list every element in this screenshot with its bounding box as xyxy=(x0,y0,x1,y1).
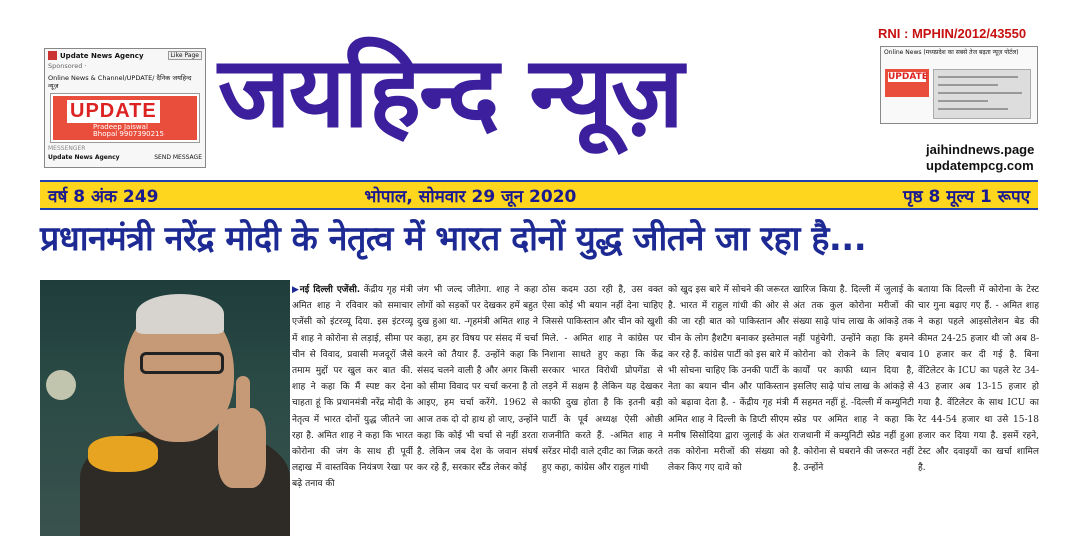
ad-right-update xyxy=(885,69,929,97)
ad-person xyxy=(93,124,164,138)
article-column-6 xyxy=(918,282,1039,536)
article-column-5 xyxy=(793,282,914,536)
article-text-5: खारिज किया है. दिल्ली में जुलाई के अंत तक कुल कोरोना मरीजों की संख्या साढ़े पांच लाख के आंकड़े तक नहीं पहुंचेगी. उन्होंने कहा कि हमने कोरोना को रोकने के लिए बचाव कार्यों पर काफी ध्यान दिया है, इसलिए साढ़े पांच लाख के आंकड़े से मैं सहमत नहीं हूं. -दिल्ली में कम्युनिटी स्प्रेड पर अमित शाह ने कहा कि राजधानी में कम्युनिटी स्प्रेड नहीं हुआ है. कोरोना से घबराने की जरूरत नहीं है. उन्होंने xyxy=(793,285,914,474)
masthead-title: जयहिन्द न्यूज़ xyxy=(218,36,682,150)
article-text-1: केंद्रीय गृह मंत्री अमित शाह ने रविवार को समाचार एजेंसी को इंटरव्यू दिया. इस इंटरव्यू में शाह ने कोरोना से लड़ाई, सीमा पर चीन से विवाद, प्रवासी मजदूरों जैसे तमाम मुद्दों पर खुल कर बात की. शाह ने कहा कि मैं स्पष्ट कर देना चाहता हूं कि प्रधानमंत्री नरेंद्र मोदी के नेतृत्व में भारत दोनों युद्ध जीतने जा रहा है. अमित शाह ने कहा कि भारत कोरोना की जंग के साथ ही पूर्वी लद्दाख में वास्तविक नियंत्रण रेखा पर बढ़े तनाव की xyxy=(292,285,413,490)
ad-agency: Update News Agency xyxy=(60,51,144,60)
rni-number: RNI : MPHIN/2012/43550 xyxy=(878,26,1027,41)
article-column-1 xyxy=(292,282,413,536)
like-page-button[interactable]: Like Page xyxy=(168,51,202,60)
ad-left-header xyxy=(45,49,205,62)
article-column-4 xyxy=(668,282,789,536)
issue-band xyxy=(40,180,1038,210)
issue-date: भोपाल, सोमवार 29 जून 2020 xyxy=(364,186,577,207)
ad-right-update-word: UPDATE xyxy=(888,72,928,82)
ad-footer-agency: Update News Agency xyxy=(48,154,120,161)
news-photo xyxy=(40,280,290,536)
ad-update-banner[interactable] xyxy=(51,94,199,142)
ad-footer xyxy=(45,144,205,153)
website-links xyxy=(926,142,1034,174)
ad-messenger: MESSENGER xyxy=(48,145,86,152)
send-message-button[interactable]: SEND MESSAGE xyxy=(154,154,202,161)
ad-footer-row xyxy=(45,153,205,162)
ad-update-word: UPDATE xyxy=(67,100,160,123)
article-text-6: बताया कि दिल्ली में कोरोना के टेस्ट चार गुना बढ़ाए गए हैं. - अमित शाह ने कहा पहले आइसोलेशन बेड की कीमत 24-25 हजार थी जो अब 8-10 हजार कर दी गई है. बिना वेंटिलेटर के ICU का पहले रेट 34-43 हजार अब 13-15 हजार हो गया है. वेंटिलेटर के साथ ICU का रेट 44-54 हजार था उसे 15-18 हजार कर दिया गया है. इसमें रहने, टेस्ट और दवाइयों का खर्चा शामिल है. xyxy=(918,285,1039,474)
ad-tagline: Online News & Channel/UPDATE/ दैनिक जयहिन्द न्यूज़ xyxy=(48,74,192,90)
article-text-2: जंग भी जल्द जीतेगा. शाह ने कहा लोगों को सड़कों पर देखकर हमें बहुत दुख हुआ था. -गृहमंत्री अमित शाह ने कहा, हम हर विषय पर संसद में चर्चा करने को तैयार हैं. उन्होंने कहा कि संसद चलने वाली है और अगर किसी को सीमा विवाद पर चर्चा करना है तो आइए, हम चर्चा करेंगे. 1962 से आज तक दो दो हाथ हो जाए, उन्होंने कहा कि कोई भी चर्चा से नहीं डरता है. लेकिन जब देश के जवान संघर्ष कर रहे हैं, सरकार स्टैंड लेकर कोई xyxy=(417,285,538,474)
ad-left[interactable] xyxy=(44,48,206,168)
newspaper-thumbnail-icon xyxy=(933,69,1031,119)
article-column-3 xyxy=(542,282,663,536)
article-column-2 xyxy=(417,282,538,536)
headline: प्रधानमंत्री नरेंद्र मोदी के नेतृत्व में भारत दोनों युद्ध जीतने जा रहा है... xyxy=(40,219,867,259)
ad-right-text: Online News (मध्यप्रदेश का सबसे तेज बढ़ता न्यूज़ पोर्टल) xyxy=(884,49,1019,56)
ad-sponsored: Sponsored · xyxy=(48,62,87,70)
site-link-updatempcg[interactable]: updatempcg.com xyxy=(926,158,1034,173)
ad-right[interactable] xyxy=(880,46,1038,124)
ad-person-name: Pradeep Jaiswal xyxy=(93,123,148,131)
page-logo-icon xyxy=(48,51,57,60)
dateline: ▶नई दिल्ली एजेंसी. xyxy=(292,285,361,295)
article-text-3: ठोस कदम उठा रही है, उस वक्त ऐसा कोई भी बयान नहीं देना चाहिए जिससे पाकिस्तान और चीन को खुशी मिले. - अमित शाह ने कांग्रेस पर निशाना साधते हुए कहा कि केंद्र सरकार भारत विरोधी प्रोपगेंडा से लड़ने में सक्षम है लेकिन यह देखकर काफी दुख होता है कि इतनी बड़ी पार्टी के पूर्व अध्यक्ष ऐसी ओछी राजनीति करते हैं. -अमित शाह ने सरेंडर मोदी वाले ट्वीट का जिक्र करते हुए कहा, कांग्रेस और राहुल गांधी xyxy=(542,285,663,474)
ad-person-phone: Bhopal 9907390215 xyxy=(93,130,164,138)
article-text-4: को खुद इस बारे में सोचने की जरूरत है. भारत में राहुल गांधी की ओर से की जा रही बात को पाकिस्तान और चीन के लोग हैशटैग बनाकर इस्तेमाल कर रहे हैं. कांग्रेस पार्टी को इस बारे में भी सोचना चाहिए कि उनकी पार्टी के नेता का बयान चीन और पाकिस्तान को बढ़ावा देता है. - केंद्रीय गृह मंत्री अमित शाह ने दिल्ली के डिप्टी सीएम मनीष सिसोदिया द्वारा जुलाई के अंत तक कोरोना मरीजों की संख्या को लेकर किए गए दावे को xyxy=(668,285,789,474)
site-link-jaihind[interactable]: jaihindnews.page xyxy=(926,142,1035,157)
issue-number: वर्ष 8 अंक 249 xyxy=(48,186,159,207)
page-price: पृष्ठ 8 मूल्य 1 रूपए xyxy=(902,186,1030,207)
